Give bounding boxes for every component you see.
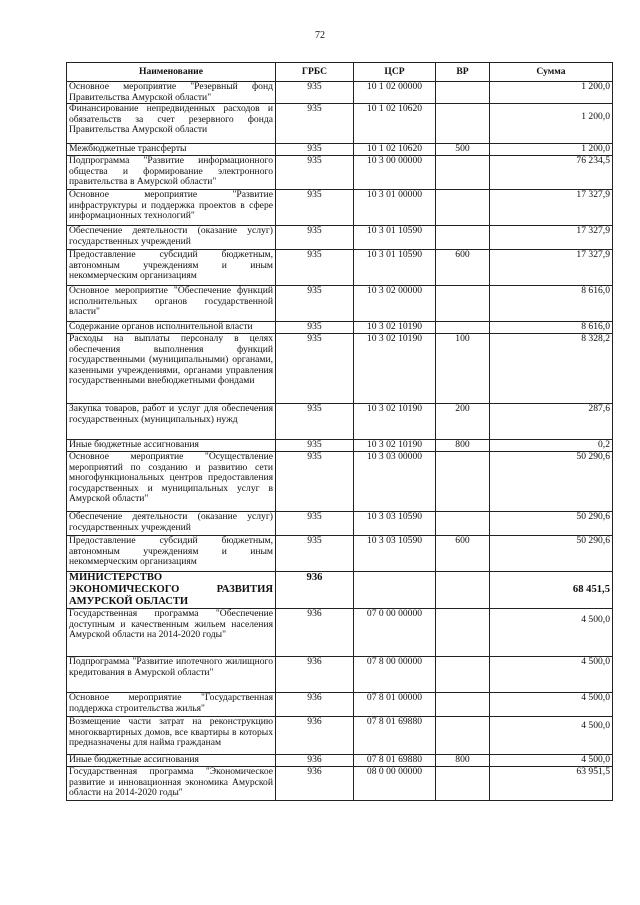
row-csr: 07 8 00 00000 bbox=[354, 657, 436, 693]
row-csr: 10 3 03 10590 bbox=[354, 512, 436, 536]
table-row bbox=[67, 226, 613, 250]
row-csr bbox=[354, 572, 436, 609]
row-grbs: 936 bbox=[276, 717, 354, 755]
row-name: Иные бюджетные ассигнования bbox=[67, 440, 276, 452]
row-vr bbox=[436, 717, 490, 755]
row-name: Государственная программа "Обеспечение доступным и качественным жильем населения Амурской области на 2014-2020 годы" bbox=[67, 609, 276, 657]
header-vr: ВР bbox=[436, 63, 490, 82]
ministry-row bbox=[67, 572, 613, 609]
row-vr bbox=[436, 322, 490, 334]
row-sum: 0,2 bbox=[490, 440, 613, 452]
table-row bbox=[67, 657, 613, 693]
row-vr: 200 bbox=[436, 404, 490, 440]
row-grbs: 935 bbox=[276, 322, 354, 334]
row-vr bbox=[436, 657, 490, 693]
row-csr: 07 8 01 69880 bbox=[354, 755, 436, 767]
row-sum: 1 200,0 bbox=[490, 144, 613, 156]
row-csr: 07 0 00 00000 bbox=[354, 609, 436, 657]
row-sum: 4 500,0 bbox=[490, 609, 613, 657]
row-grbs: 935 bbox=[276, 190, 354, 226]
row-sum: 8 616,0 bbox=[490, 286, 613, 322]
row-csr: 10 3 03 10590 bbox=[354, 536, 436, 572]
table-row bbox=[67, 512, 613, 536]
row-grbs: 936 bbox=[276, 755, 354, 767]
row-name: Основное мероприятие "Резервный фонд Правительства Амурской области" bbox=[67, 82, 276, 104]
table-row bbox=[67, 286, 613, 322]
ministry-sum: 68 451,5 bbox=[490, 572, 613, 609]
row-grbs: 935 bbox=[276, 512, 354, 536]
row-vr: 100 bbox=[436, 334, 490, 404]
row-sum: 4 500,0 bbox=[490, 755, 613, 767]
row-csr: 08 0 00 00000 bbox=[354, 767, 436, 801]
table-row bbox=[67, 609, 613, 657]
row-sum: 17 327,9 bbox=[490, 250, 613, 286]
row-name: Основное мероприятие "Обеспечение функций исполнительных органов государственной власти" bbox=[67, 286, 276, 322]
header-sum: Сумма bbox=[490, 63, 613, 82]
row-vr bbox=[436, 226, 490, 250]
row-csr: 10 3 02 10190 bbox=[354, 404, 436, 440]
row-csr: 10 1 02 10620 bbox=[354, 104, 436, 144]
table-row bbox=[67, 755, 613, 767]
row-grbs: 935 bbox=[276, 82, 354, 104]
row-csr: 07 8 01 69880 bbox=[354, 717, 436, 755]
table-row bbox=[67, 144, 613, 156]
row-name: Основное мероприятие "Государственная поддержка строительства жилья" bbox=[67, 693, 276, 717]
table-row bbox=[67, 334, 613, 404]
row-vr bbox=[436, 609, 490, 657]
table-row bbox=[67, 322, 613, 334]
table-header-row bbox=[67, 63, 613, 82]
row-vr bbox=[436, 104, 490, 144]
table-row bbox=[67, 440, 613, 452]
row-grbs: 935 bbox=[276, 440, 354, 452]
row-vr bbox=[436, 767, 490, 801]
row-sum: 17 327,9 bbox=[490, 190, 613, 226]
row-grbs: 935 bbox=[276, 536, 354, 572]
row-name: Предоставление субсидий бюджетным, автономным учреждениям и иным некоммерческим организациям bbox=[67, 250, 276, 286]
row-vr: 500 bbox=[436, 144, 490, 156]
row-grbs: 936 bbox=[276, 767, 354, 801]
row-name: Расходы на выплаты персоналу в целях обеспечения выполнения функций государственными (муниципальными) органами, казенными учреждениями, органами управления государственными внебюджетными фондами bbox=[67, 334, 276, 404]
row-grbs: 935 bbox=[276, 404, 354, 440]
row-csr: 07 8 01 00000 bbox=[354, 693, 436, 717]
table-row bbox=[67, 767, 613, 801]
row-name: Государственная программа "Экономическое развитие и инновационная экономика Амурской области на 2014-2020 годы" bbox=[67, 767, 276, 801]
table-row bbox=[67, 250, 613, 286]
row-vr: 600 bbox=[436, 250, 490, 286]
row-sum: 4 500,0 bbox=[490, 693, 613, 717]
row-vr bbox=[436, 156, 490, 190]
row-name: Возмещение части затрат на реконструкцию многоквартирных домов, все квартиры в которых предназначены для найма гражданам bbox=[67, 717, 276, 755]
row-name: Закупка товаров, работ и услуг для обеспечения государственных (муниципальных) нужд bbox=[67, 404, 276, 440]
row-grbs: 936 bbox=[276, 693, 354, 717]
row-vr: 600 bbox=[436, 536, 490, 572]
row-vr: 800 bbox=[436, 755, 490, 767]
table-row bbox=[67, 693, 613, 717]
row-vr bbox=[436, 512, 490, 536]
row-grbs: 935 bbox=[276, 286, 354, 322]
row-name: Финансирование непредвиденных расходов и обязательств за счет резервного фонда Правительства Амурской области bbox=[67, 104, 276, 144]
row-name: Обеспечение деятельности (оказание услуг) государственных учреждений bbox=[67, 512, 276, 536]
row-sum: 63 951,5 bbox=[490, 767, 613, 801]
row-vr: 800 bbox=[436, 440, 490, 452]
header-csr: ЦСР bbox=[354, 63, 436, 82]
row-csr: 10 3 01 00000 bbox=[354, 190, 436, 226]
row-vr bbox=[436, 190, 490, 226]
row-grbs: 935 bbox=[276, 156, 354, 190]
row-csr: 10 1 02 00000 bbox=[354, 82, 436, 104]
row-name: Предоставление субсидий бюджетным, автономным учреждениям и иным некоммерческим организациям bbox=[67, 536, 276, 572]
row-sum: 17 327,9 bbox=[490, 226, 613, 250]
row-name: Основное мероприятие "Развитие инфраструктуры и поддержка проектов в сфере информационных технологий" bbox=[67, 190, 276, 226]
row-name: Иные бюджетные ассигнования bbox=[67, 755, 276, 767]
row-vr bbox=[436, 82, 490, 104]
row-name: Основное мероприятие "Осуществление мероприятий по созданию и развитию сети многофункциональных центров предоставления государственных и муниципальных услуг в Амурской области" bbox=[67, 452, 276, 512]
row-csr: 10 3 02 10190 bbox=[354, 334, 436, 404]
row-sum: 4 500,0 bbox=[490, 657, 613, 693]
row-sum: 50 290,6 bbox=[490, 536, 613, 572]
table-row bbox=[67, 536, 613, 572]
ministry-name: МИНИСТЕРСТВО ЭКОНОМИЧЕСКОГО РАЗВИТИЯ АМУРСКОЙ ОБЛАСТИ bbox=[67, 572, 276, 609]
table-row bbox=[67, 717, 613, 755]
row-name: Межбюджетные трансферты bbox=[67, 144, 276, 156]
row-csr: 10 3 03 00000 bbox=[354, 452, 436, 512]
row-sum: 50 290,6 bbox=[490, 452, 613, 512]
row-grbs: 935 bbox=[276, 334, 354, 404]
row-grbs: 935 bbox=[276, 144, 354, 156]
row-name: Подпрограмма "Развитие информационного общества и формирование электронного правительства в Амурской области" bbox=[67, 156, 276, 190]
row-csr: 10 1 02 10620 bbox=[354, 144, 436, 156]
header-grbs: ГРБС bbox=[276, 63, 354, 82]
row-csr: 10 3 00 00000 bbox=[354, 156, 436, 190]
row-name: Обеспечение деятельности (оказание услуг) государственных учреждений bbox=[67, 226, 276, 250]
row-grbs: 936 bbox=[276, 572, 354, 609]
table-row bbox=[67, 404, 613, 440]
row-csr: 10 3 02 00000 bbox=[354, 286, 436, 322]
row-name: Подпрограмма "Развитие ипотечного жилищного кредитования в Амурской области" bbox=[67, 657, 276, 693]
row-grbs: 935 bbox=[276, 104, 354, 144]
row-sum: 1 200,0 bbox=[490, 104, 613, 144]
row-grbs: 935 bbox=[276, 226, 354, 250]
row-csr: 10 3 02 10190 bbox=[354, 322, 436, 334]
row-sum: 1 200,0 bbox=[490, 82, 613, 104]
row-grbs: 935 bbox=[276, 452, 354, 512]
row-csr: 10 3 02 10190 bbox=[354, 440, 436, 452]
row-sum: 50 290,6 bbox=[490, 512, 613, 536]
table-row bbox=[67, 82, 613, 104]
row-sum: 76 234,5 bbox=[490, 156, 613, 190]
row-grbs: 936 bbox=[276, 657, 354, 693]
page-number: 72 bbox=[315, 30, 325, 41]
row-grbs: 935 bbox=[276, 250, 354, 286]
row-vr bbox=[436, 452, 490, 512]
row-vr bbox=[436, 286, 490, 322]
row-vr bbox=[436, 693, 490, 717]
row-name: Содержание органов исполнительной власти bbox=[67, 322, 276, 334]
row-sum: 8 328,2 bbox=[490, 334, 613, 404]
row-sum: 4 500,0 bbox=[490, 717, 613, 755]
row-grbs: 936 bbox=[276, 609, 354, 657]
table-row bbox=[67, 452, 613, 512]
row-csr: 10 3 01 10590 bbox=[354, 250, 436, 286]
budget-table bbox=[66, 62, 613, 801]
table-row bbox=[67, 190, 613, 226]
table-row bbox=[67, 156, 613, 190]
row-vr bbox=[436, 572, 490, 609]
row-csr: 10 3 01 10590 bbox=[354, 226, 436, 250]
header-name: Наименование bbox=[67, 63, 276, 82]
table-row bbox=[67, 104, 613, 144]
row-sum: 8 616,0 bbox=[490, 322, 613, 334]
row-sum: 287,6 bbox=[490, 404, 613, 440]
